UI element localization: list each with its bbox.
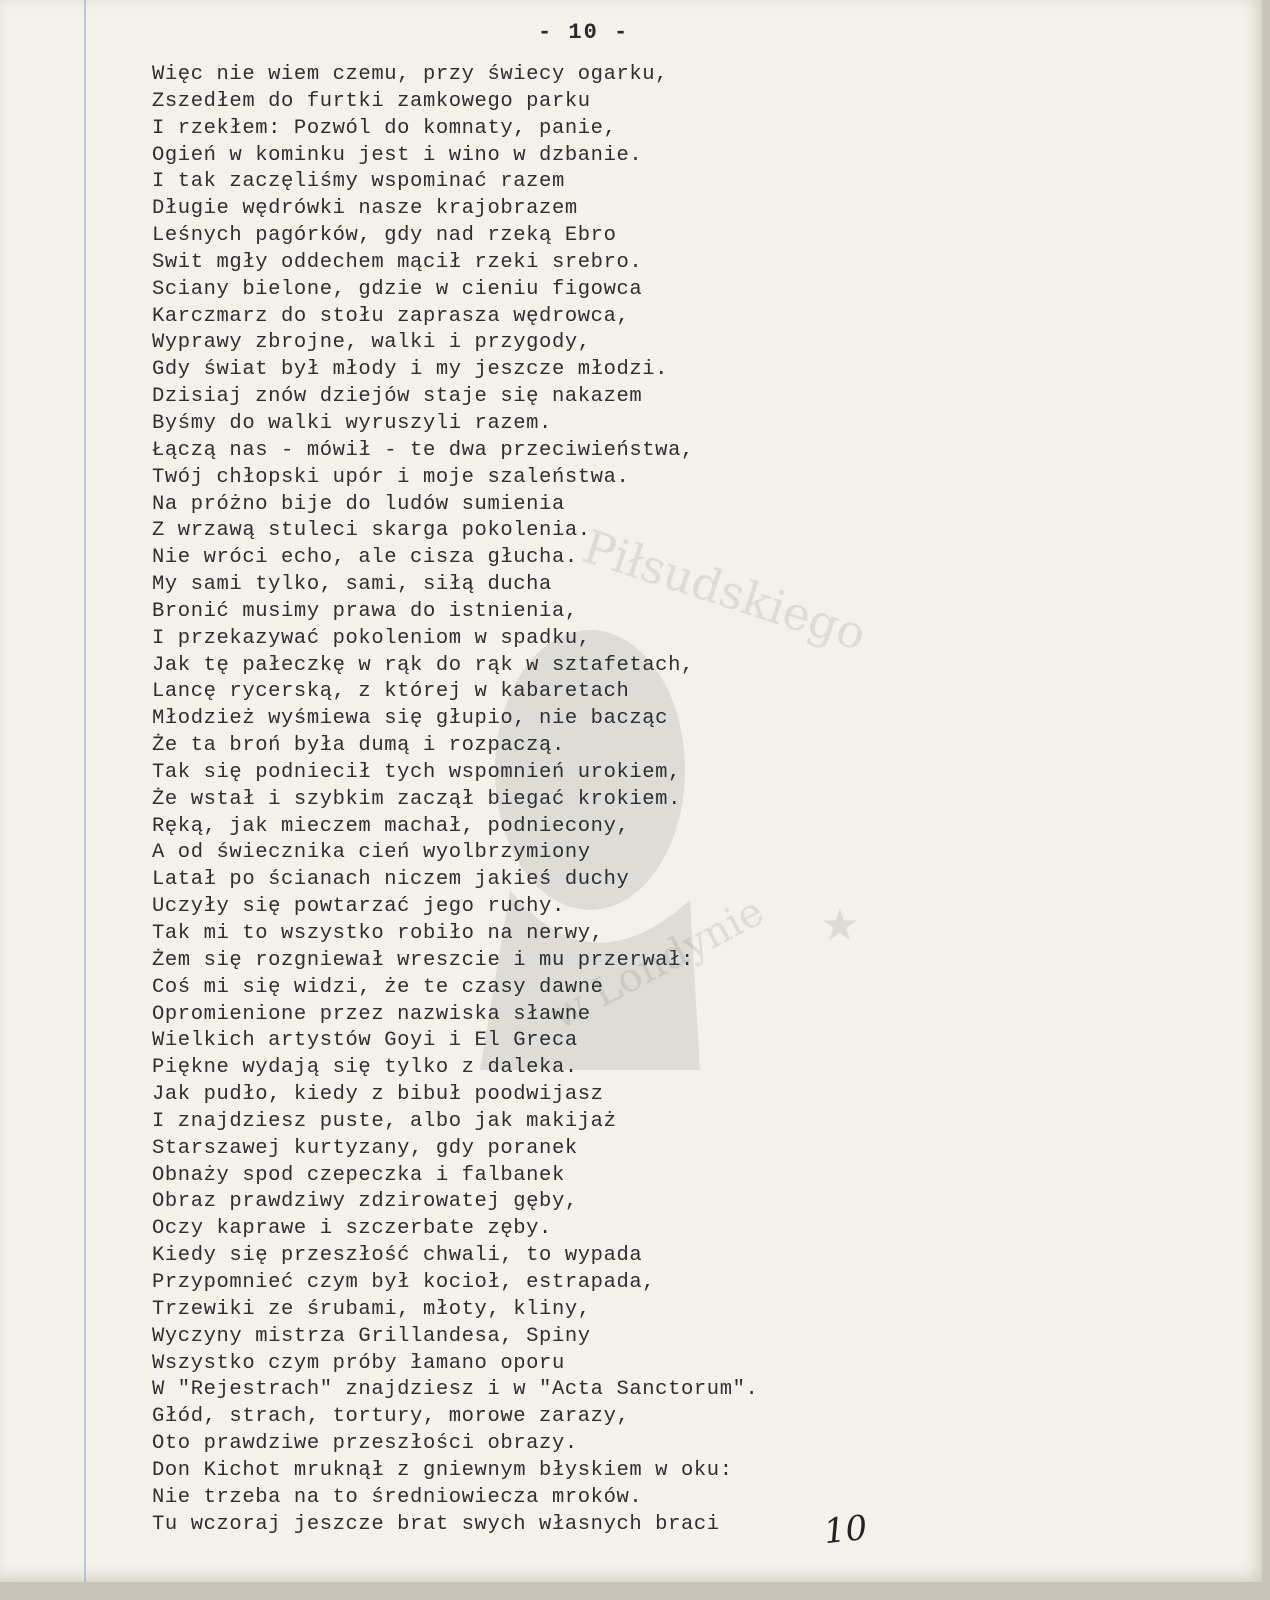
poem-line: Że ta broń była dumą i rozpaczą. bbox=[152, 734, 565, 758]
poem-line: Wyprawy zbrojne, walki i przygody, bbox=[152, 331, 591, 355]
poem-line: Coś mi się widzi, że te czasy dawne bbox=[152, 975, 604, 999]
poem-line: Bronić musimy prawa do istnienia, bbox=[152, 599, 578, 623]
poem-line: Gdy świat był młody i my jeszcze młodzi. bbox=[152, 358, 669, 382]
poem-line: Ręką, jak mieczem machał, podniecony, bbox=[152, 814, 630, 838]
poem-line: Długie wędrówki nasze krajobrazem bbox=[152, 197, 578, 221]
poem-line: Obnaży spod czepeczka i falbanek bbox=[152, 1163, 565, 1187]
poem-line: Obraz prawdziwy zdzirowatej gęby, bbox=[152, 1190, 578, 1214]
poem-line: Nie trzeba na to średniowiecza mroków. bbox=[152, 1485, 643, 1509]
page-number: - 10 - bbox=[538, 20, 630, 45]
poem-line: Jak pudło, kiedy z bibuł poodwijasz bbox=[152, 1083, 604, 1107]
poem-line: Leśnych pagórków, gdy nad rzeką Ebro bbox=[152, 224, 617, 248]
poem-line: I tak zaczęliśmy wspominać razem bbox=[152, 170, 565, 194]
poem-line: Don Kichot mruknął z gniewnym błyskiem w oku: bbox=[152, 1458, 733, 1482]
poem-line: Zszedłem do furtki zamkowego parku bbox=[152, 89, 591, 113]
poem-line: Twój chłopski upór i moje szaleństwa. bbox=[152, 465, 630, 489]
poem-line: Tak się podniecił tych wspomnień urokiem, bbox=[152, 760, 681, 784]
poem-line: Oto prawdziwe przeszłości obrazy. bbox=[152, 1432, 578, 1456]
poem-line: Oczy kaprawe i szczerbate zęby. bbox=[152, 1217, 552, 1241]
poem-line: Na próżno bije do ludów sumienia bbox=[152, 492, 565, 516]
poem-line: Ogień w kominku jest i wino w dzbanie. bbox=[152, 143, 643, 167]
poem-line: Tak mi to wszystko robiło na nerwy, bbox=[152, 922, 604, 945]
handwritten-page-number: 10 bbox=[822, 1507, 870, 1553]
poem-line: A od świecznika cień wyolbrzymiony bbox=[152, 841, 591, 865]
poem-line: Przypomnieć czym był kocioł, estrapada, bbox=[152, 1270, 656, 1294]
poem-line: Z wrzawą stuleci skarga pokolenia. bbox=[152, 519, 591, 543]
poem-text bbox=[152, 62, 758, 1538]
poem-line: Więc nie wiem czemu, przy świecy ogarku, bbox=[152, 63, 669, 86]
poem-line: Lancę rycerską, z której w kabaretach bbox=[152, 680, 630, 704]
poem-line: I rzekłem: Pozwól do komnaty, panie, bbox=[152, 116, 617, 140]
poem-line: Wszystko czym próby łamano oporu bbox=[152, 1351, 565, 1375]
poem-line: Dzisiaj znów dziejów staje się nakazem bbox=[152, 385, 643, 409]
poem-line: Latał po ścianach niczem jakieś duchy bbox=[152, 868, 630, 892]
poem-line: W "Rejestrach" znajdziesz i w "Acta Sanctorum". bbox=[152, 1378, 759, 1402]
poem-line: I znajdziesz puste, albo jak makijaż bbox=[152, 1109, 617, 1133]
poem-line: Piękne wydają się tylko z daleka. bbox=[152, 1056, 578, 1080]
star-icon: ★ bbox=[820, 900, 860, 951]
poem-line: Wielkich artystów Goyi i El Greca bbox=[152, 1029, 578, 1053]
poem-line: Młodzież wyśmiewa się głupio, nie bacząc bbox=[152, 707, 669, 731]
poem-line: Swit mgły oddechem mącił rzeki srebro. bbox=[152, 250, 643, 274]
poem-line: Że wstał i szybkim zaczął biegać krokiem. bbox=[152, 787, 681, 811]
poem-line: Karczmarz do stołu zaprasza wędrowca, bbox=[152, 304, 630, 328]
poem-line: Głód, strach, tortury, morowe zarazy, bbox=[152, 1405, 630, 1429]
poem-line: Byśmy do walki wyruszyli razem. bbox=[152, 411, 552, 435]
stamp-text-arc: Piłsudskiego bbox=[576, 519, 873, 662]
poem-line: Sciany bielone, gdzie w cieniu figowca bbox=[152, 277, 643, 301]
poem-line: Łączą nas - mówił - te dwa przeciwieństwa, bbox=[152, 438, 694, 462]
poem-line: Jak tę pałeczkę w rąk do rąk w sztafetach, bbox=[152, 653, 694, 677]
poem-line: Nie wróci echo, ale cisza głucha. bbox=[152, 546, 578, 570]
poem-line: Kiedy się przeszłość chwali, to wypada bbox=[152, 1244, 643, 1268]
poem-line: Starszawej kurtyzany, gdy poranek bbox=[152, 1136, 578, 1160]
poem-line: Uczyły się powtarzać jego ruchy. bbox=[152, 895, 565, 919]
stamp-text-bottom: w Londynie bbox=[543, 888, 772, 1039]
poem-line: Opromienione przez nazwiska sławne bbox=[152, 1002, 591, 1026]
poem-line: Żem się rozgniewał wreszcie i mu przerwał: bbox=[152, 948, 694, 972]
poem-line: Trzewiki ze śrubami, młoty, kliny, bbox=[152, 1297, 591, 1321]
poem-line: My sami tylko, sami, siłą ducha bbox=[152, 573, 552, 597]
poem-line: Tu wczoraj jeszcze brat swych własnych braci bbox=[152, 1512, 720, 1536]
poem-line: I przekazywać pokoleniom w spadku, bbox=[152, 626, 591, 650]
poem-line: Wyczyny mistrza Grillandesa, Spiny bbox=[152, 1324, 591, 1348]
blue-margin-line bbox=[84, 0, 86, 1582]
